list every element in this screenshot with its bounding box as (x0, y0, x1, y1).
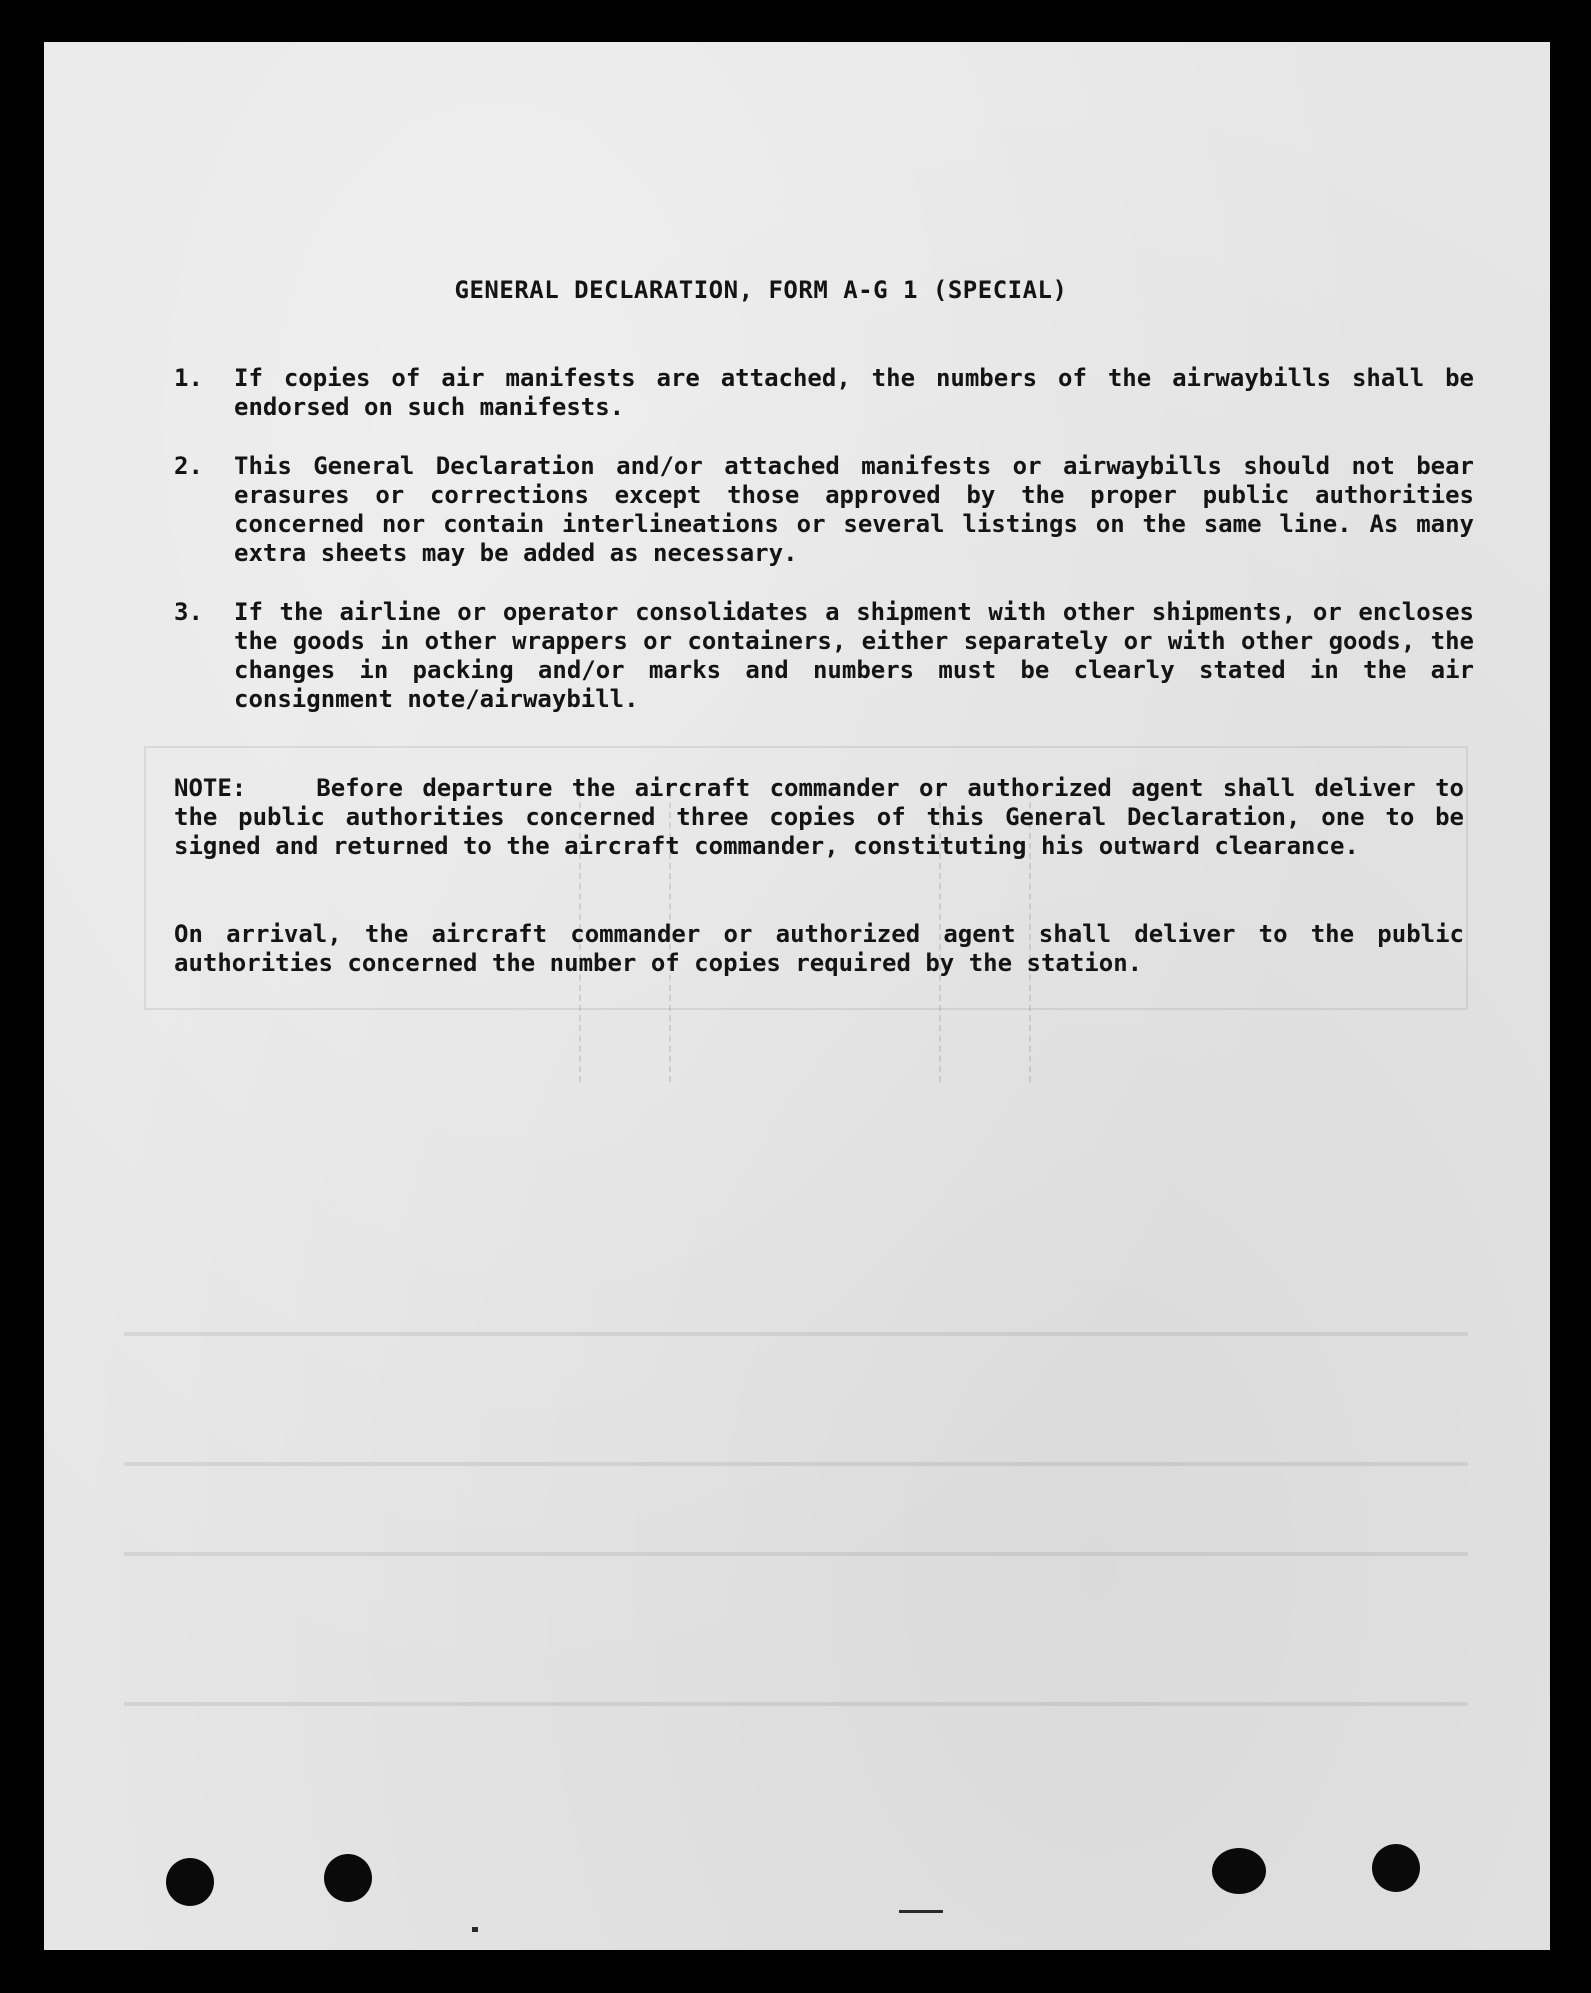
list-item (174, 364, 1474, 422)
list-item (174, 452, 1474, 568)
list-item-number: 3. (174, 598, 203, 626)
punch-hole (324, 1854, 372, 1902)
note-label: NOTE: (174, 774, 247, 802)
bleed-through-line (124, 1702, 1468, 1706)
document-page (44, 42, 1550, 1950)
list-item-text: This General Declaration and/or attached manifests or airwaybills should not bear erasures or corrections except those approved by the proper public authorities concerned nor contain interlineations or several listings on the same line. As many extra sheets may be added as necessary. (234, 452, 1474, 567)
list-item (174, 598, 1474, 714)
list-item-text: If copies of air manifests are attached, the numbers of the airwaybills shall be endorsed on such manifests. (234, 364, 1474, 421)
document-title: GENERAL DECLARATION, FORM A-G 1 (SPECIAL) (454, 276, 1068, 304)
bleed-through-line (124, 1552, 1468, 1556)
list-item-text: If the airline or operator consolidates a shipment with other shipments, or encloses the goods in other wrappers or containers, either separately or with other goods, the changes in packing and/or marks and numbers must be clearly stated in the air consignment note/airwaybill. (234, 598, 1474, 713)
note-paragraph (174, 774, 1464, 861)
list-item-number: 1. (174, 364, 203, 392)
bleed-through-line (124, 1332, 1468, 1336)
punch-hole (1212, 1848, 1266, 1894)
bleed-through-line (124, 1462, 1468, 1466)
note-text: Before departure the aircraft commander or authorized agent shall deliver to the public authorities concerned three copies of this General Declaration, one to be signed and returned to the aircraft commander, constituting his outward clearance. (174, 774, 1464, 860)
arrival-paragraph: On arrival, the aircraft commander or authorized agent shall deliver to the public authorities concerned the number of copies required by the station. (174, 920, 1464, 977)
list-item-number: 2. (174, 452, 203, 480)
punch-hole (1372, 1844, 1420, 1892)
punch-hole (166, 1858, 214, 1906)
scan-artifact (899, 1910, 943, 1913)
scan-artifact (472, 1927, 478, 1932)
